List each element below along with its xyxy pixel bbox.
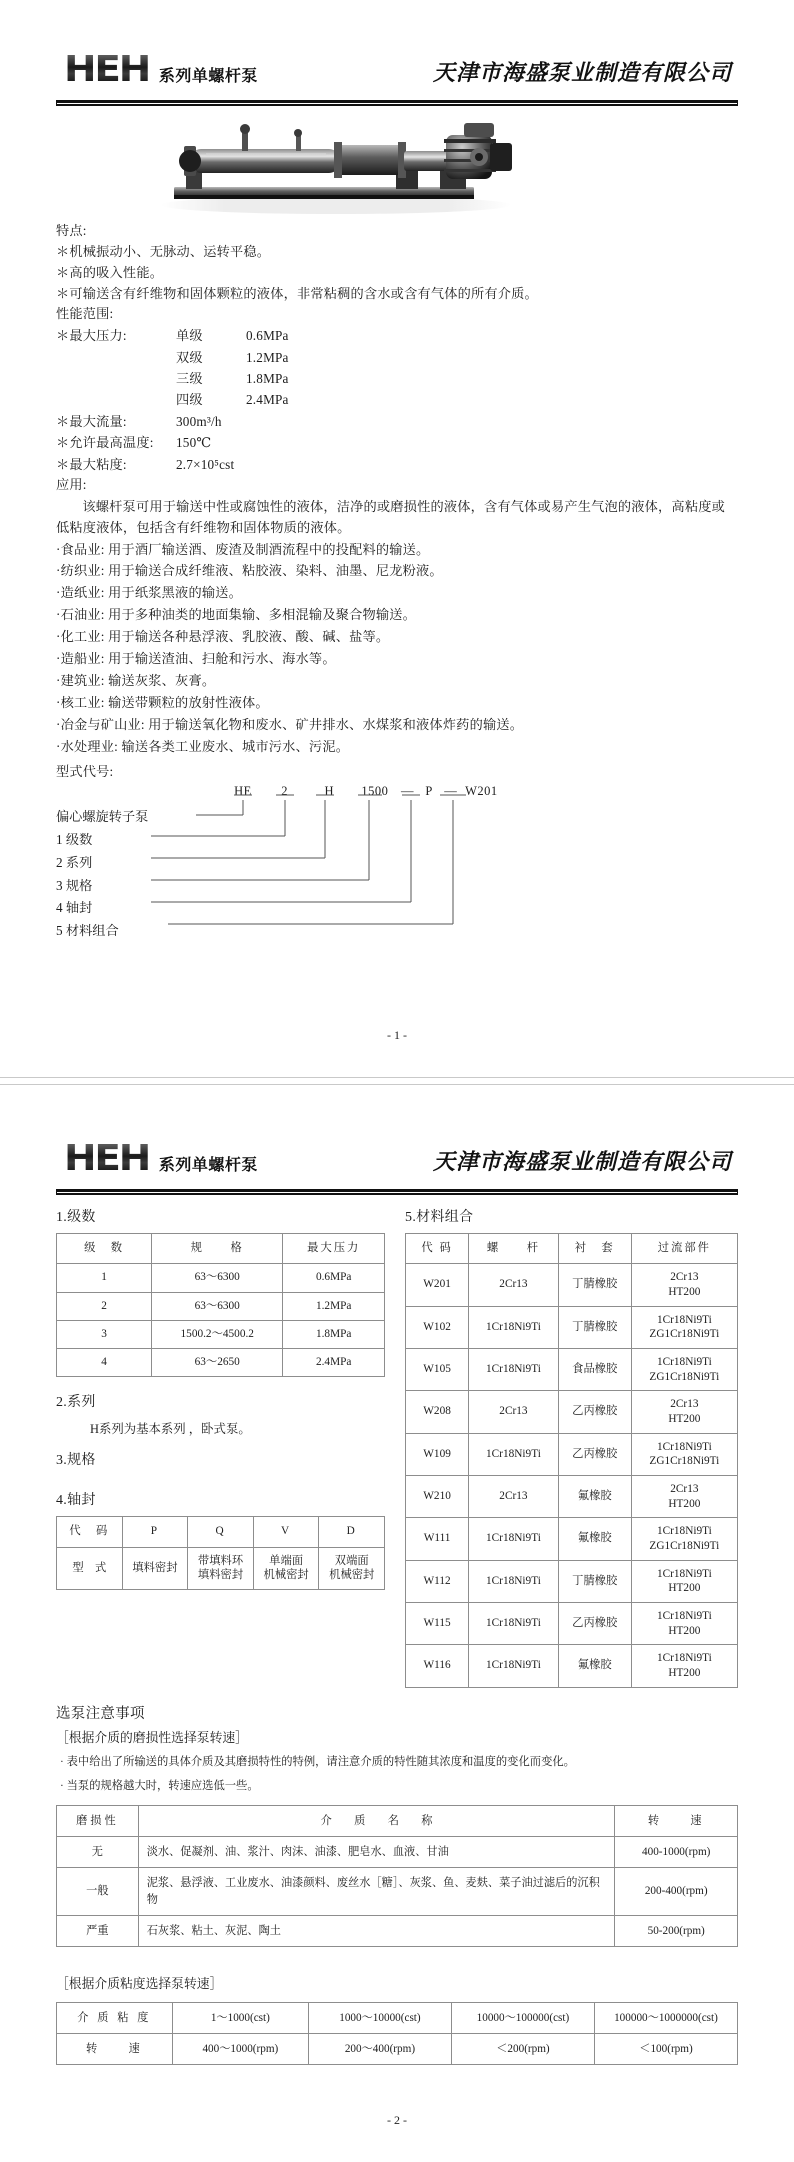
viscosity-row: [56, 454, 738, 475]
pressure-row: [56, 389, 738, 410]
left-column: [56, 1202, 385, 1688]
application-item: ·核工业: 输送带颗粒的放射性液体。: [56, 694, 269, 710]
material-code: W208: [406, 1391, 469, 1433]
material-code: W201: [406, 1264, 469, 1306]
material-wetted: 1Cr18Ni9Ti ZG1Cr18Ni9Ti: [631, 1348, 737, 1390]
pressure-row: [56, 347, 738, 368]
features-title: 特点:: [56, 223, 87, 238]
material-code: W109: [406, 1433, 469, 1475]
table-header-row: [57, 1517, 385, 1547]
seal-value: 填料密封: [132, 1561, 178, 1574]
seal-type-d: [319, 1547, 385, 1589]
abrasive-level: 一般: [57, 1868, 139, 1915]
temperature-value: 150℃: [176, 435, 212, 451]
application-item: ·造纸业: 用于纸浆黑液的输送。: [56, 585, 242, 601]
pressure-cell: 2.4MPa: [283, 1349, 385, 1377]
table-row: [57, 1868, 738, 1915]
seal-row-label: 型 式: [57, 1547, 123, 1589]
model-legend-item: 4 轴封: [56, 900, 93, 916]
model-legend-item: 3 规格: [56, 877, 93, 893]
pressure-value: 0.6MPa: [246, 328, 289, 344]
section-title-seal: 4.轴封: [56, 1493, 96, 1509]
seal-value-line: 单端面: [269, 1554, 304, 1567]
model-legend-item: 2 系列: [56, 854, 93, 870]
abrasive-note: · 当泵的规格越大时，转速应选低一些。: [56, 1777, 738, 1795]
two-column-area: [56, 1202, 738, 1688]
application-item: ·冶金与矿山业: 用于输送氧化物和废水、矿井排水、水煤浆和液体炸药的输送。: [56, 716, 524, 732]
company-name: 天津市海盛泵业制造有限公司: [432, 60, 732, 85]
material-code: W105: [406, 1348, 469, 1390]
model-part-type: H: [324, 784, 335, 799]
brand-logo-group: [64, 49, 258, 90]
table-header-row: [406, 1234, 738, 1264]
abrasive-col-header: 磨损性: [57, 1805, 139, 1836]
grade-cell: 3: [57, 1320, 152, 1348]
material-screw: 2Cr13: [469, 1264, 559, 1306]
material-bushing: 氟橡胶: [558, 1645, 631, 1687]
material-wetted: 1Cr18Ni9Ti ZG1Cr18Ni9Ti: [631, 1518, 737, 1560]
spec-cell: 63～6300: [152, 1264, 283, 1292]
abrasive-level: 严重: [57, 1915, 139, 1946]
material-screw: 1Cr18Ni9Ti: [469, 1603, 559, 1645]
model-legend-item: 1 级数: [56, 832, 93, 848]
table-row: [57, 2002, 738, 2033]
material-code-header: 代 码: [406, 1234, 469, 1264]
application-block: [56, 475, 738, 758]
material-wetted-header: 过流部件: [631, 1234, 737, 1264]
material-bushing-header: 衬 套: [558, 1234, 631, 1264]
selection-title: 选泵注意事项: [56, 1705, 145, 1722]
model-part-dash2: —: [444, 784, 458, 799]
viscosity-row-label: 介 质 粘 度: [57, 2002, 173, 2033]
pressure-cell: 1.2MPa: [283, 1292, 385, 1320]
grade-cell: 1: [57, 1264, 152, 1292]
seal-table: [56, 1516, 385, 1590]
seal-v-header: V: [253, 1517, 319, 1547]
abrasive-level: 无: [57, 1837, 139, 1868]
speed-row-label: 转 速: [57, 2034, 173, 2065]
material-screw: 2Cr13: [469, 1391, 559, 1433]
feature-item: ＊可输送含有纤维物和固体颗粒的液体，非常粘稠的含水或含有气体的所有介质。: [56, 285, 538, 301]
features-block: [56, 221, 738, 304]
section-title-material: 5.材料组合: [405, 1210, 474, 1225]
page-2: [0, 1085, 794, 2162]
seal-code-header: 代 码: [57, 1517, 123, 1547]
table-header-row: [57, 1234, 385, 1264]
flow-row: [56, 411, 738, 432]
brand-logo-2: HEH: [64, 1138, 150, 1179]
section-title-grade: 1.级数: [56, 1210, 96, 1225]
table-header-row: [57, 1805, 738, 1836]
brand-logo: HEH: [64, 49, 150, 90]
feature-item: ＊高的吸入性能。: [56, 264, 164, 280]
seal-value-line: 带填料环: [197, 1554, 244, 1567]
table-row: [406, 1264, 738, 1306]
medium-names: 淡水、促凝剂、油、浆汁、肉沫、油漆、肥皂水、血液、甘油: [138, 1837, 615, 1868]
material-wetted: 1Cr18Ni9Ti HT200: [631, 1645, 737, 1687]
masthead-divider-2: [56, 1189, 738, 1192]
spec-cell: 63～2650: [152, 1349, 283, 1377]
material-bushing: 乙丙橡胶: [558, 1391, 631, 1433]
table-row: [406, 1433, 738, 1475]
speed-value: 200～400(rpm): [308, 2034, 451, 2065]
table-row: [57, 1292, 385, 1320]
model-part-material: W201: [465, 784, 498, 799]
brand-subtitle: 系列单螺杆泵: [158, 66, 258, 85]
table-row: [57, 1547, 385, 1589]
application-item: ·食品业: 用于酒厂输送酒、废渣及制酒流程中的投配料的输送。: [56, 541, 430, 557]
pressure-stage: 双级: [176, 349, 203, 365]
material-code: W115: [406, 1603, 469, 1645]
page-number: - 1 -: [387, 1028, 407, 1042]
material-bushing: 氟橡胶: [558, 1518, 631, 1560]
material-screw: 1Cr18Ni9Ti: [469, 1348, 559, 1390]
table-row: [406, 1475, 738, 1517]
model-code-title: 型式代号:: [56, 763, 114, 779]
material-bushing: 丁腈橡胶: [558, 1306, 631, 1348]
model-part-seal: P: [425, 784, 433, 799]
pressure-cell: 1.8MPa: [283, 1320, 385, 1348]
grade-table: [56, 1233, 385, 1377]
material-screw: 2Cr13: [469, 1475, 559, 1517]
material-code: W111: [406, 1518, 469, 1560]
medium-col-header: 介 质 名 称: [138, 1805, 615, 1836]
page-1: [0, 0, 794, 1077]
table-row: [406, 1518, 738, 1560]
page-separator: [0, 1077, 794, 1085]
material-bushing: 丁腈橡胶: [558, 1264, 631, 1306]
speed-range: 50-200(rpm): [615, 1915, 738, 1946]
speed-range: 200-400(rpm): [615, 1868, 738, 1915]
application-item: ·造船业: 用于输送渣油、扫舱和污水、海水等。: [56, 651, 336, 667]
table-row: [57, 2034, 738, 2065]
seal-p-header: P: [122, 1517, 188, 1547]
material-code: W210: [406, 1475, 469, 1517]
feature-item: ＊机械振动小、无脉动、运转平稳。: [56, 243, 271, 259]
material-code: W102: [406, 1306, 469, 1348]
application-item: ·石油业: 用于多种油类的地面集输、多相混输及聚合物输送。: [56, 607, 417, 623]
seal-type-v: [253, 1547, 319, 1589]
performance-title: 性能范围:: [56, 306, 114, 322]
model-part-size: 1500: [361, 784, 389, 799]
pressure-stage: 四级: [176, 392, 203, 408]
viscosity-bracket-title: ［根据介质粘度选择泵转速］: [56, 1976, 223, 1991]
section-title-spec: 3.规格: [56, 1453, 96, 1469]
grade-col-header: 级 数: [57, 1234, 152, 1264]
speed-value: 400～1000(rpm): [172, 2034, 308, 2065]
seal-value-line: 机械密封: [329, 1569, 375, 1582]
material-table: [405, 1233, 738, 1688]
pressure-col-header: 最大压力: [283, 1234, 385, 1264]
table-row: [406, 1306, 738, 1348]
series-note: H系列为基本系列 ，卧式泵。: [90, 1422, 251, 1437]
pressure-value: 1.2MPa: [246, 349, 289, 365]
brand-logo-group-2: [64, 1138, 258, 1179]
right-column: [405, 1202, 738, 1688]
seal-d-header: D: [319, 1517, 385, 1547]
grade-cell: 4: [57, 1349, 152, 1377]
table-row: [406, 1391, 738, 1433]
table-row: [406, 1645, 738, 1687]
application-item: ·纺织业: 用于输送合成纤维液、粘胶液、染料、油墨、尼龙粉液。: [56, 563, 443, 579]
material-screw: 1Cr18Ni9Ti: [469, 1306, 559, 1348]
pressure-stage: 三级: [176, 371, 203, 387]
pressure-label: ＊最大压力:: [56, 328, 127, 344]
selection-notes-section: [56, 1702, 738, 2066]
masthead-page2: [56, 1138, 738, 1187]
material-bushing: 食品橡胶: [558, 1348, 631, 1390]
product-photo-area: [56, 109, 738, 221]
table-row: [57, 1349, 385, 1377]
temperature-label: ＊允许最高温度:: [56, 435, 154, 451]
material-wetted: 1Cr18Ni9Ti HT200: [631, 1603, 737, 1645]
material-wetted: 1Cr18Ni9Ti HT200: [631, 1560, 737, 1602]
pressure-value: 1.8MPa: [246, 371, 289, 387]
spacer: [56, 389, 176, 410]
table-row: [57, 1264, 385, 1292]
page-number-2: - 2 -: [387, 2113, 407, 2127]
material-wetted: 2Cr13 HT200: [631, 1391, 737, 1433]
application-title: 应用:: [56, 476, 87, 492]
application-item: ·化工业: 用于输送各种悬浮液、乳胶液、酸、碱、盐等。: [56, 629, 390, 645]
table-row: [57, 1837, 738, 1868]
pressure-row: [56, 368, 738, 389]
material-bushing: 乙丙橡胶: [558, 1603, 631, 1645]
material-code: W116: [406, 1645, 469, 1687]
viscosity-range: 1000～10000(cst): [308, 2002, 451, 2033]
model-code-diagram: [56, 784, 738, 938]
abrasive-table: [56, 1805, 738, 1947]
model-part-stage: 2: [281, 784, 288, 799]
material-screw: 1Cr18Ni9Ti: [469, 1645, 559, 1687]
model-legend: [56, 806, 148, 942]
seal-value-line: 填料密封: [197, 1569, 244, 1582]
model-part-dash1: —: [401, 784, 414, 799]
model-legend-item: 偏心螺旋转子泵: [56, 809, 149, 825]
flow-label: ＊最大流量:: [56, 413, 127, 429]
viscosity-range: 100000～1000000(cst): [594, 2002, 737, 2033]
masthead-divider: [56, 100, 738, 103]
medium-names: 石灰浆、粘土、灰泥、陶土: [138, 1915, 615, 1946]
table-row: [406, 1560, 738, 1602]
masthead-page1: [56, 49, 738, 98]
pressure-value: 2.4MPa: [246, 392, 289, 408]
spacer: [56, 347, 176, 368]
material-screw: 1Cr18Ni9Ti: [469, 1433, 559, 1475]
company-name-2: 天津市海盛泵业制造有限公司: [432, 1149, 732, 1174]
seal-value-line: 双端面: [334, 1554, 369, 1567]
seal-value-line: 机械密封: [263, 1569, 309, 1582]
seal-type-q: [188, 1547, 254, 1589]
material-screw-header: 螺 杆: [469, 1234, 559, 1264]
screw-pump-photo: [146, 109, 526, 217]
spacer: [56, 368, 176, 389]
material-wetted: 1Cr18Ni9Ti ZG1Cr18Ni9Ti: [631, 1433, 737, 1475]
spec-col-header: 规 格: [152, 1234, 283, 1264]
table-row: [406, 1603, 738, 1645]
speed-col-header: 转 速: [615, 1805, 738, 1836]
abrasive-bracket-title: ［根据介质的磨损性选择泵转速］: [56, 1730, 248, 1745]
material-bushing: 丁腈橡胶: [558, 1560, 631, 1602]
material-wetted: 2Cr13 HT200: [631, 1264, 737, 1306]
seal-q-header: Q: [188, 1517, 254, 1547]
brand-subtitle-2: 系列单螺杆泵: [158, 1155, 258, 1174]
section-title-series: 2.系列: [56, 1395, 96, 1411]
table-row: [57, 1915, 738, 1946]
viscosity-label: ＊最大粘度:: [56, 456, 127, 472]
speed-range: 400-1000(rpm): [615, 1837, 738, 1868]
material-wetted: 1Cr18Ni9Ti ZG1Cr18Ni9Ti: [631, 1306, 737, 1348]
flow-value: 300m³/h: [176, 413, 222, 429]
material-bushing: 氟橡胶: [558, 1475, 631, 1517]
viscosity-range: 1～1000(cst): [172, 2002, 308, 2033]
speed-value: ＜200(rpm): [451, 2034, 594, 2065]
temperature-row: [56, 432, 738, 453]
pressure-cell: 0.6MPa: [283, 1264, 385, 1292]
viscosity-range: 10000～100000(cst): [451, 2002, 594, 2033]
medium-names: 泥浆、悬浮液、工业废水、油漆颜料、废丝水［糖］、灰浆、鱼、麦麸、菜子油过滤后的沉积物: [138, 1868, 615, 1915]
table-row: [406, 1348, 738, 1390]
seal-type-p: [122, 1547, 188, 1589]
material-wetted: 2Cr13 HT200: [631, 1475, 737, 1517]
model-legend-item: 5 材料组合: [56, 922, 119, 938]
pressure-stage: 单级: [176, 328, 203, 344]
table-row: [57, 1320, 385, 1348]
application-item: ·水处理业: 输送各类工业废水、城市污水、污泥。: [56, 738, 350, 754]
application-paragraph: 该螺杆泵可用于输送中性或腐蚀性的液体，洁净的或磨损性的液体，含有气体或易产生气泡的液体，高粘度或低粘度液体，包括含有纤维物和固体物质的液体。: [56, 498, 725, 536]
speed-value: ＜100(rpm): [594, 2034, 737, 2065]
pressure-row: [56, 325, 738, 346]
viscosity-table: [56, 2002, 738, 2065]
material-code: W112: [406, 1560, 469, 1602]
material-screw: 1Cr18Ni9Ti: [469, 1560, 559, 1602]
performance-block: [56, 304, 738, 474]
material-screw: 1Cr18Ni9Ti: [469, 1518, 559, 1560]
model-part-series: HE: [234, 784, 252, 799]
grade-cell: 2: [57, 1292, 152, 1320]
application-item: ·建筑业: 输送灰浆、灰膏。: [56, 672, 216, 688]
material-bushing: 乙丙橡胶: [558, 1433, 631, 1475]
spec-cell: 1500.2～4500.2: [152, 1320, 283, 1348]
abrasive-note: · 表中给出了所输送的具体介质及其磨损特性的特例，请注意介质的特性随其浓度和温度的变化而变化。: [56, 1753, 738, 1771]
viscosity-value: 2.7×10⁵cst: [176, 456, 235, 472]
spec-cell: 63～6300: [152, 1292, 283, 1320]
